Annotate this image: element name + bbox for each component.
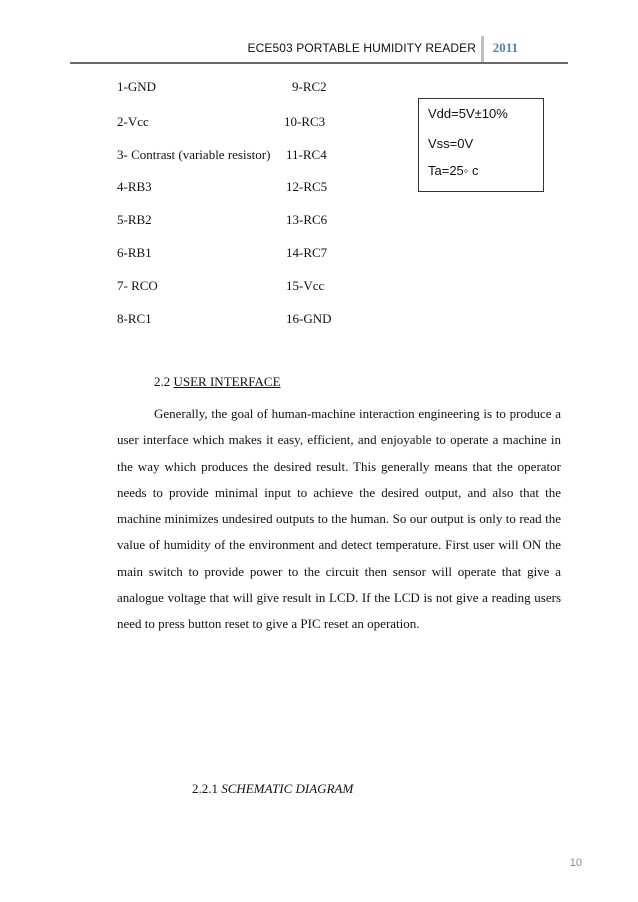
- body-paragraph: [117, 401, 561, 638]
- spec-vss: Vss=0V: [428, 136, 474, 151]
- pin-label: 13-RC6: [286, 212, 328, 227]
- spec-box: [418, 98, 544, 192]
- page-number: 10: [569, 857, 582, 869]
- section-number: 2.2: [154, 374, 171, 389]
- pin-label: 3- Contrast (variable resistor): [117, 147, 271, 162]
- spec-ta: Ta=25◦ c: [428, 163, 479, 178]
- paragraph-text: Generally, the goal of human-machine interaction engineering is to produce a user interface which makes it easy, efficient, and enjoyable to operate a machine in the way which produces the desired result. This generally means that the operator needs to provide minimal input to achieve the desired output, and also that the machine minimizes undesired outputs to the human. So our output is only to read the value of humidity of the environment and detect temperature. First user will ON the main switch to provide power to the circuit then sensor will operate that give a analogue voltage that will give result in LCD. If the LCD is not give a reading users need to press button reset to give a PIC reset an operation.: [117, 406, 561, 632]
- spec-vdd: Vdd=5V±10%: [428, 106, 508, 121]
- section-heading: [154, 374, 281, 390]
- pin-label: 2-Vcc: [117, 114, 149, 129]
- pin-label: 12-RC5: [286, 179, 328, 194]
- pin-label: 6-RB1: [117, 245, 152, 260]
- header-title: ECE503 PORTABLE HUMIDITY READER: [247, 41, 476, 55]
- pin-label: 16-GND: [286, 311, 332, 326]
- pin-label: 5-RB2: [117, 212, 152, 227]
- subsection-number: 2.2.1: [192, 781, 218, 796]
- pin-label: 15-Vcc: [286, 278, 325, 293]
- pin-label: 7- RCO: [117, 278, 158, 293]
- subsection-heading: [192, 781, 353, 797]
- page-header: [70, 36, 568, 62]
- section-title: USER INTERFACE: [173, 374, 281, 389]
- pin-label: 1-GND: [117, 79, 156, 94]
- pin-label: 9-RC2: [292, 79, 327, 94]
- pin-label: 14-RC7: [286, 245, 328, 260]
- header-year: 2011: [492, 40, 518, 55]
- pin-label: 4-RB3: [117, 179, 152, 194]
- subsection-title: SCHEMATIC DIAGRAM: [221, 781, 354, 796]
- pin-label: 8-RC1: [117, 311, 152, 326]
- header-rule: [70, 62, 568, 64]
- pin-label: 11-RC4: [286, 147, 327, 162]
- header-separator: [481, 36, 484, 62]
- pin-label: 10-RC3: [284, 114, 326, 129]
